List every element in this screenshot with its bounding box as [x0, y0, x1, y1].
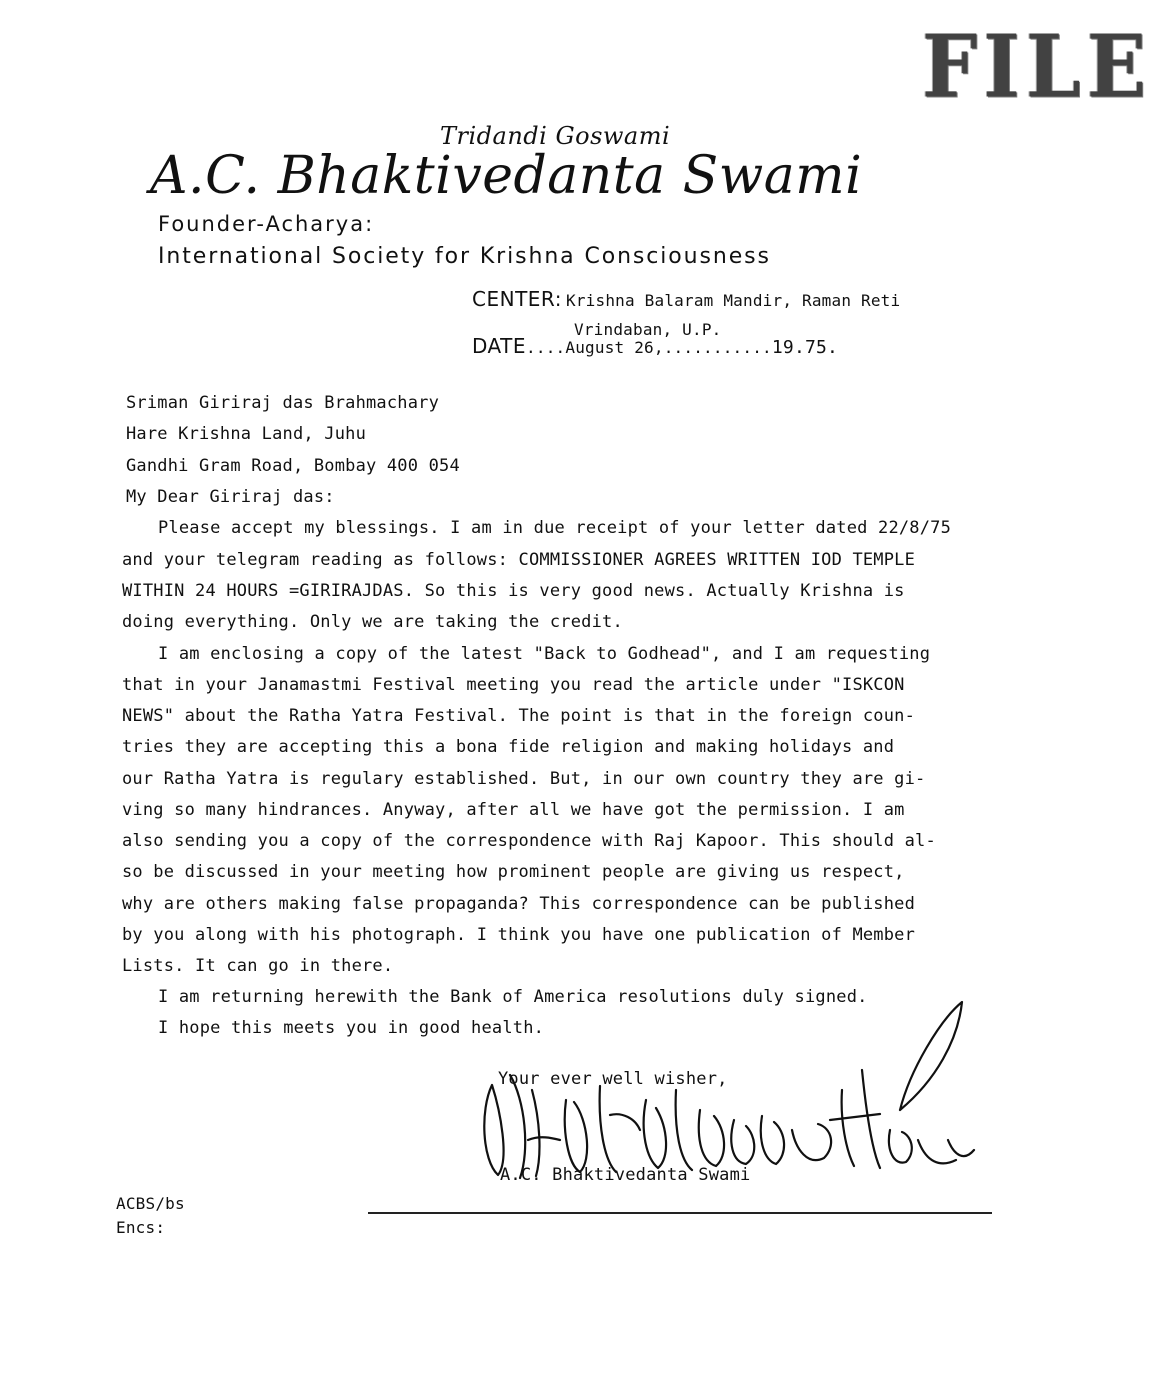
- signature-line: [368, 1212, 992, 1214]
- body-line: and your telegram reading as follows: COMMISSIONER AGREES WRITTEN IOD TEMPLE: [122, 550, 916, 570]
- address-line-1: Sriman Giriraj das Brahmachary: [126, 393, 440, 413]
- body-line: ving so many hindrances. Anyway, after all we have got the permission. I am: [122, 800, 905, 820]
- date-label: DATE: [472, 334, 527, 358]
- body-line: WITHIN 24 HOURS =GIRIRAJDAS. So this is very good news. Actually Krishna is: [122, 581, 905, 601]
- signature-image: [470, 990, 990, 1190]
- letterhead-name: A.C. Bhaktivedanta Swami: [150, 146, 863, 206]
- footer-initials: ACBS/bs: [116, 1194, 185, 1213]
- body-line: Please accept my blessings. I am in due receipt of your letter dated 22/8/75: [158, 518, 952, 538]
- date-dots-1: ....: [526, 338, 566, 357]
- body-line: I hope this meets you in good health.: [158, 1018, 545, 1038]
- letterhead-society: International Society for Krishna Consciousness: [158, 244, 771, 269]
- body-line: so be discussed in your meeting how prominent people are giving us respect,: [122, 862, 905, 882]
- body-line: Lists. It can go in there.: [122, 956, 394, 976]
- center-value: Krishna Balaram Mandir, Raman Reti: [566, 291, 901, 310]
- letterhead-title: Tridandi Goswami: [440, 122, 671, 150]
- date-year: 19.75.: [771, 337, 839, 358]
- date-value: August 26,: [565, 338, 664, 357]
- body-line: tries they are accepting this a bona fide religion and making holidays and: [122, 737, 895, 757]
- salutation: My Dear Giriraj das:: [126, 487, 335, 507]
- date-field: [472, 334, 838, 358]
- body-line: I am returning herewith the Bank of America resolutions duly signed.: [158, 987, 868, 1007]
- body-line: doing everything. Only we are taking the credit.: [122, 612, 623, 632]
- footer-enclosures: Encs:: [116, 1218, 166, 1237]
- address-line-2: Hare Krishna Land, Juhu: [126, 424, 367, 444]
- body-line: also sending you a copy of the correspondence with Raj Kapoor. This should al-: [122, 831, 936, 851]
- center-value-city: Vrindaban, U.P.: [574, 320, 722, 339]
- address-line-3: Gandhi Gram Road, Bombay 400 054: [126, 456, 460, 476]
- closing-typed-name: A.C. Bhaktivedanta Swami: [500, 1165, 751, 1185]
- file-stamp: FILE: [922, 17, 1152, 118]
- letterhead-founder: Founder-Acharya:: [158, 212, 375, 236]
- date-dots-2: ...........: [663, 338, 772, 357]
- body-line: that in your Janamastmi Festival meeting you read the article under "ISKCON: [122, 675, 905, 695]
- body-line: why are others making false propaganda? This correspondence can be published: [122, 894, 916, 914]
- closing-wellwisher: Your ever well wisher,: [498, 1069, 728, 1089]
- body-line: I am enclosing a copy of the latest "Back to Godhead", and I am requesting: [158, 644, 931, 664]
- body-line: NEWS" about the Ratha Yatra Festival. The point is that in the foreign coun-: [122, 706, 916, 726]
- body-line: our Ratha Yatra is regulary established. But, in our own country they are gi-: [122, 769, 926, 789]
- body-line: by you along with his photograph. I think you have one publication of Member: [122, 925, 916, 945]
- center-label: CENTER:: [472, 287, 562, 311]
